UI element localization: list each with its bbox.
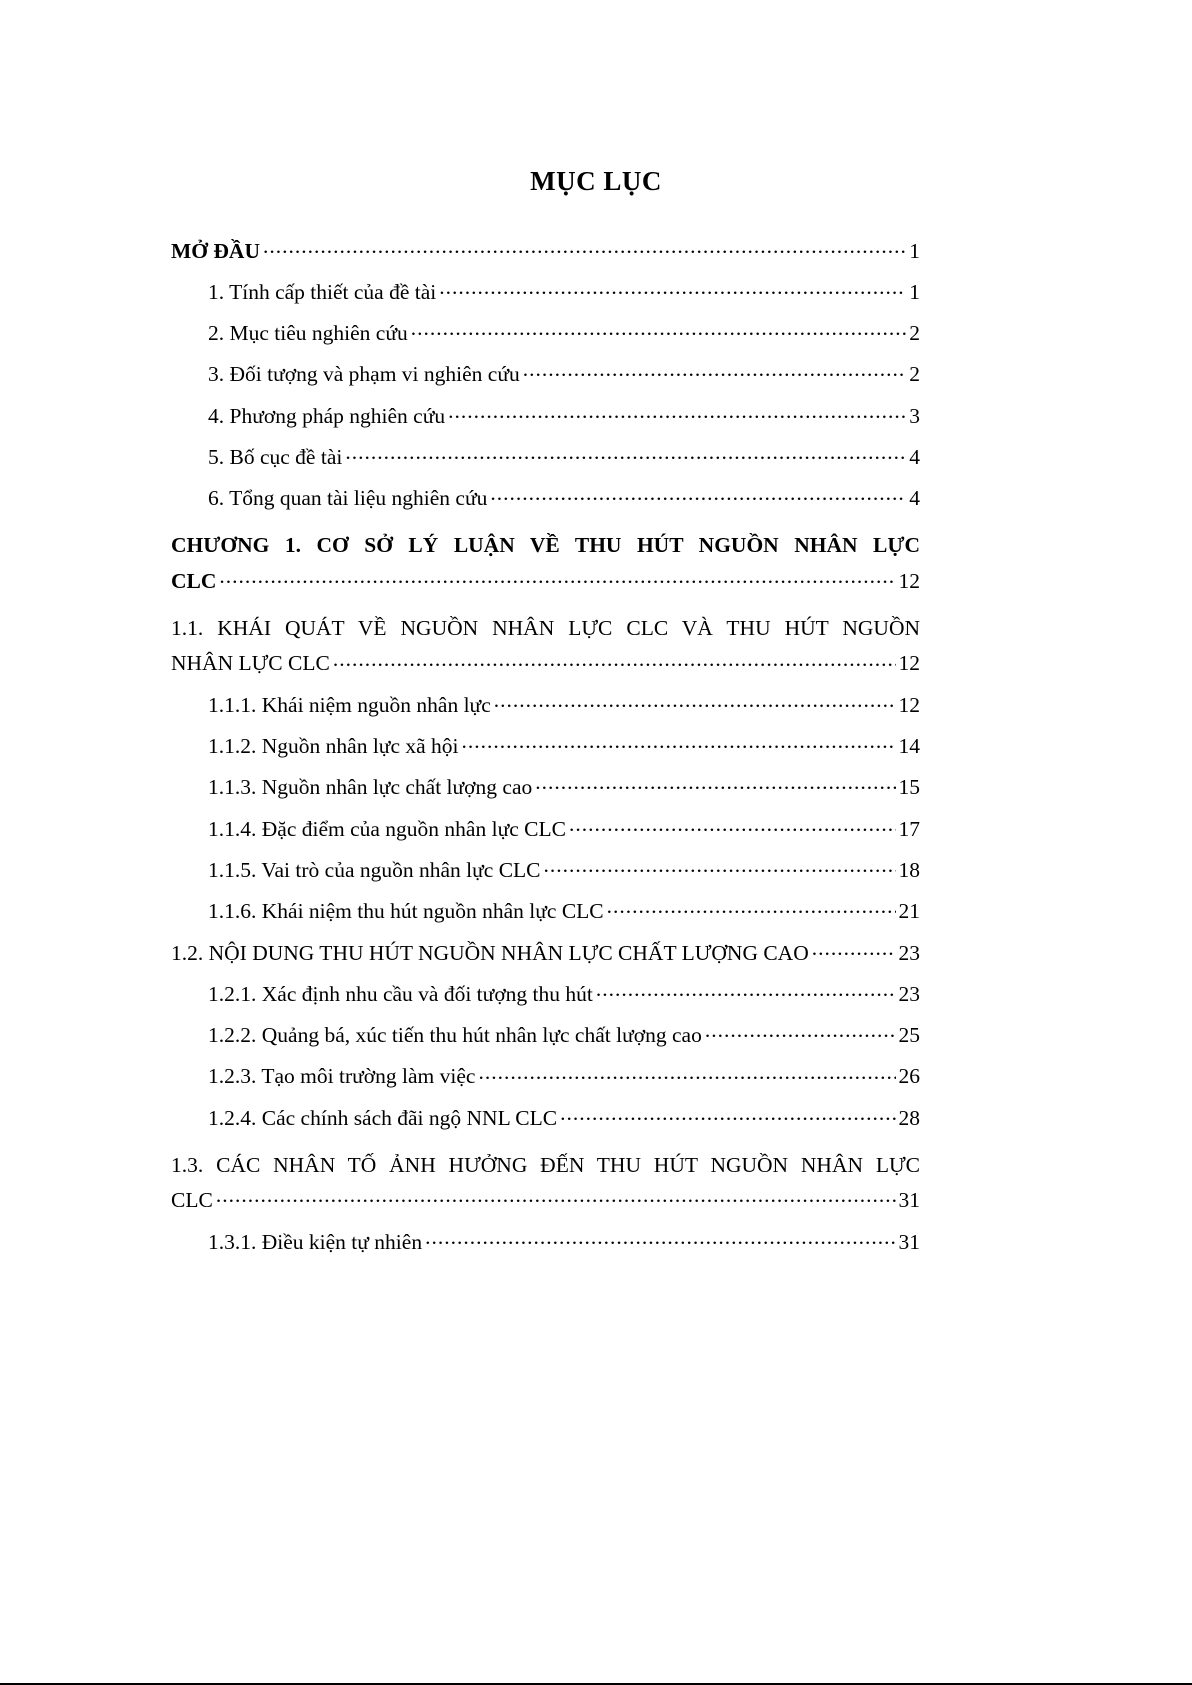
toc-entry-title: 1.3.1. Điều kiện tự nhiên [208,1229,423,1254]
toc-page-number: 14 [898,734,920,759]
toc-entry[interactable] [171,1062,920,1103]
toc-entry-chapter-1[interactable] [171,525,920,608]
toc-leader-dots [333,649,896,671]
toc-entry-title: 5. Bố cục đề tài [208,444,343,469]
toc-entry[interactable] [171,360,920,401]
toc-entry-continuation [171,566,920,607]
toc-entry-title: 1. Tính cấp thiết của đề tài [208,279,437,304]
toc-entry[interactable] [171,1103,920,1144]
toc-entry[interactable] [171,319,920,360]
toc-page-number: 3 [909,403,920,428]
toc-page-number: 12 [898,651,920,676]
toc-entry-title: 1.2. NỘI DUNG THU HÚT NGUỒN NHÂN LỰC CHẤT LƯỢNG CAO [171,940,809,965]
toc-page-number: 4 [909,444,920,469]
toc-entry-title: MỞ ĐẦU [171,238,260,263]
toc-page-number: 4 [909,486,920,511]
toc-entry-title: CLC [171,1188,213,1213]
toc-page-number: 31 [898,1229,920,1254]
toc-page-number: 12 [898,692,920,717]
toc-entry-title: 3. Đối tượng và phạm vi nghiên cứu [208,362,520,387]
page-title: MỤC LỤC [530,166,662,196]
toc-entry[interactable] [171,484,920,525]
table-of-contents [171,236,920,1268]
toc-entry[interactable] [171,938,920,979]
toc-leader-dots [607,897,896,919]
toc-page-number: 1 [909,279,920,304]
toc-entry-title: 1.1.4. Đặc điểm của nguồn nhân lực CLC [208,816,566,841]
toc-entry[interactable] [171,690,920,731]
toc-page-number: 2 [909,362,920,387]
toc-page-number: 31 [898,1188,920,1213]
toc-leader-dots [263,236,906,258]
toc-entry-title: 2. Mục tiêu nghiên cứu [208,321,408,346]
toc-entry-title: 1.2.2. Quảng bá, xúc tiến thu hút nhân lực chất lượng cao [208,1023,702,1048]
toc-leader-dots [569,814,896,836]
toc-entry-title: 1.2.4. Các chính sách đãi ngộ NNL CLC [208,1105,558,1130]
toc-entry[interactable] [171,442,920,483]
toc-entry-title: 1.1.3. Nguồn nhân lực chất lượng cao [208,775,533,800]
toc-entry[interactable] [171,979,920,1020]
toc-entry-title: 1.1.1. Khái niệm nguồn nhân lực [208,692,491,717]
toc-leader-dots [425,1227,895,1249]
toc-leader-dots [216,1186,896,1208]
toc-entry[interactable] [171,855,920,896]
toc-page-number: 12 [898,568,920,593]
toc-page-number: 2 [909,321,920,346]
toc-leader-dots [535,773,895,795]
toc-page-number: 23 [898,981,920,1006]
toc-leader-dots [523,360,907,382]
toc-page-number: 17 [898,816,920,841]
toc-page-number: 15 [898,775,920,800]
toc-leader-dots [411,319,907,341]
toc-entry-title: 1.1.5. Vai trò của nguồn nhân lực CLC [208,857,541,882]
toc-entry-title: 1.1.2. Nguồn nhân lực xã hội [208,734,459,759]
toc-page-number: 1 [909,238,920,263]
toc-leader-dots [494,690,896,712]
toc-entry[interactable] [171,1021,920,1062]
toc-entry-title: 1.2.3. Tạo môi trường làm việc [208,1064,476,1089]
toc-entry-section-1-1[interactable] [171,608,920,691]
toc-entry[interactable] [171,236,920,277]
toc-entry-title: 6. Tổng quan tài liệu nghiên cứu [208,486,488,511]
toc-entry-section-1-3[interactable] [171,1145,920,1228]
toc-leader-dots [439,277,906,299]
toc-entry[interactable] [171,732,920,773]
toc-leader-dots [596,979,896,1001]
toc-page-number: 28 [898,1105,920,1130]
toc-entry-title: 4. Phương pháp nghiên cứu [208,403,446,428]
toc-leader-dots [544,855,896,877]
toc-entry-title: 1.1.6. Khái niệm thu hút nguồn nhân lực CLC [208,899,604,924]
toc-leader-dots [219,566,895,588]
toc-page-number: 26 [898,1064,920,1089]
toc-entry-title-line-1: 1.1. KHÁI QUÁT VỀ NGUỒN NHÂN LỰC CLC VÀ THU HÚT NGUỒN [171,615,920,640]
toc-leader-dots [812,938,896,960]
toc-entry-title: 1.2.1. Xác định nhu cầu và đối tượng thu hút [208,981,593,1006]
toc-entry[interactable] [171,1227,920,1268]
toc-page-number: 21 [898,899,920,924]
toc-leader-dots [705,1021,896,1043]
toc-leader-dots [345,442,906,464]
toc-entry[interactable] [171,773,920,814]
toc-entry-title: CLC [171,568,217,593]
toc-leader-dots [490,484,906,506]
toc-entry[interactable] [171,277,920,318]
toc-leader-dots [478,1062,895,1084]
toc-leader-dots [448,401,906,423]
toc-entry-continuation [171,1186,920,1227]
toc-leader-dots [462,732,896,754]
toc-page-number: 18 [898,857,920,882]
toc-entry[interactable] [171,814,920,855]
toc-page-number: 23 [898,940,920,965]
toc-leader-dots [560,1103,895,1125]
toc-entry[interactable] [171,401,920,442]
toc-entry[interactable] [171,897,920,938]
toc-entry-title-line-1: 1.3. CÁC NHÂN TỐ ẢNH HƯỞNG ĐẾN THU HÚT NGUỒN NHÂN LỰC [171,1152,920,1177]
toc-entry-title: NHÂN LỰC CLC [171,651,330,676]
toc-page-number: 25 [898,1023,920,1048]
toc-entry-continuation [171,649,920,690]
toc-entry-title-line-1: CHƯƠNG 1. CƠ SỞ LÝ LUẬN VỀ THU HÚT NGUỒN NHÂN LỰC [171,533,920,558]
